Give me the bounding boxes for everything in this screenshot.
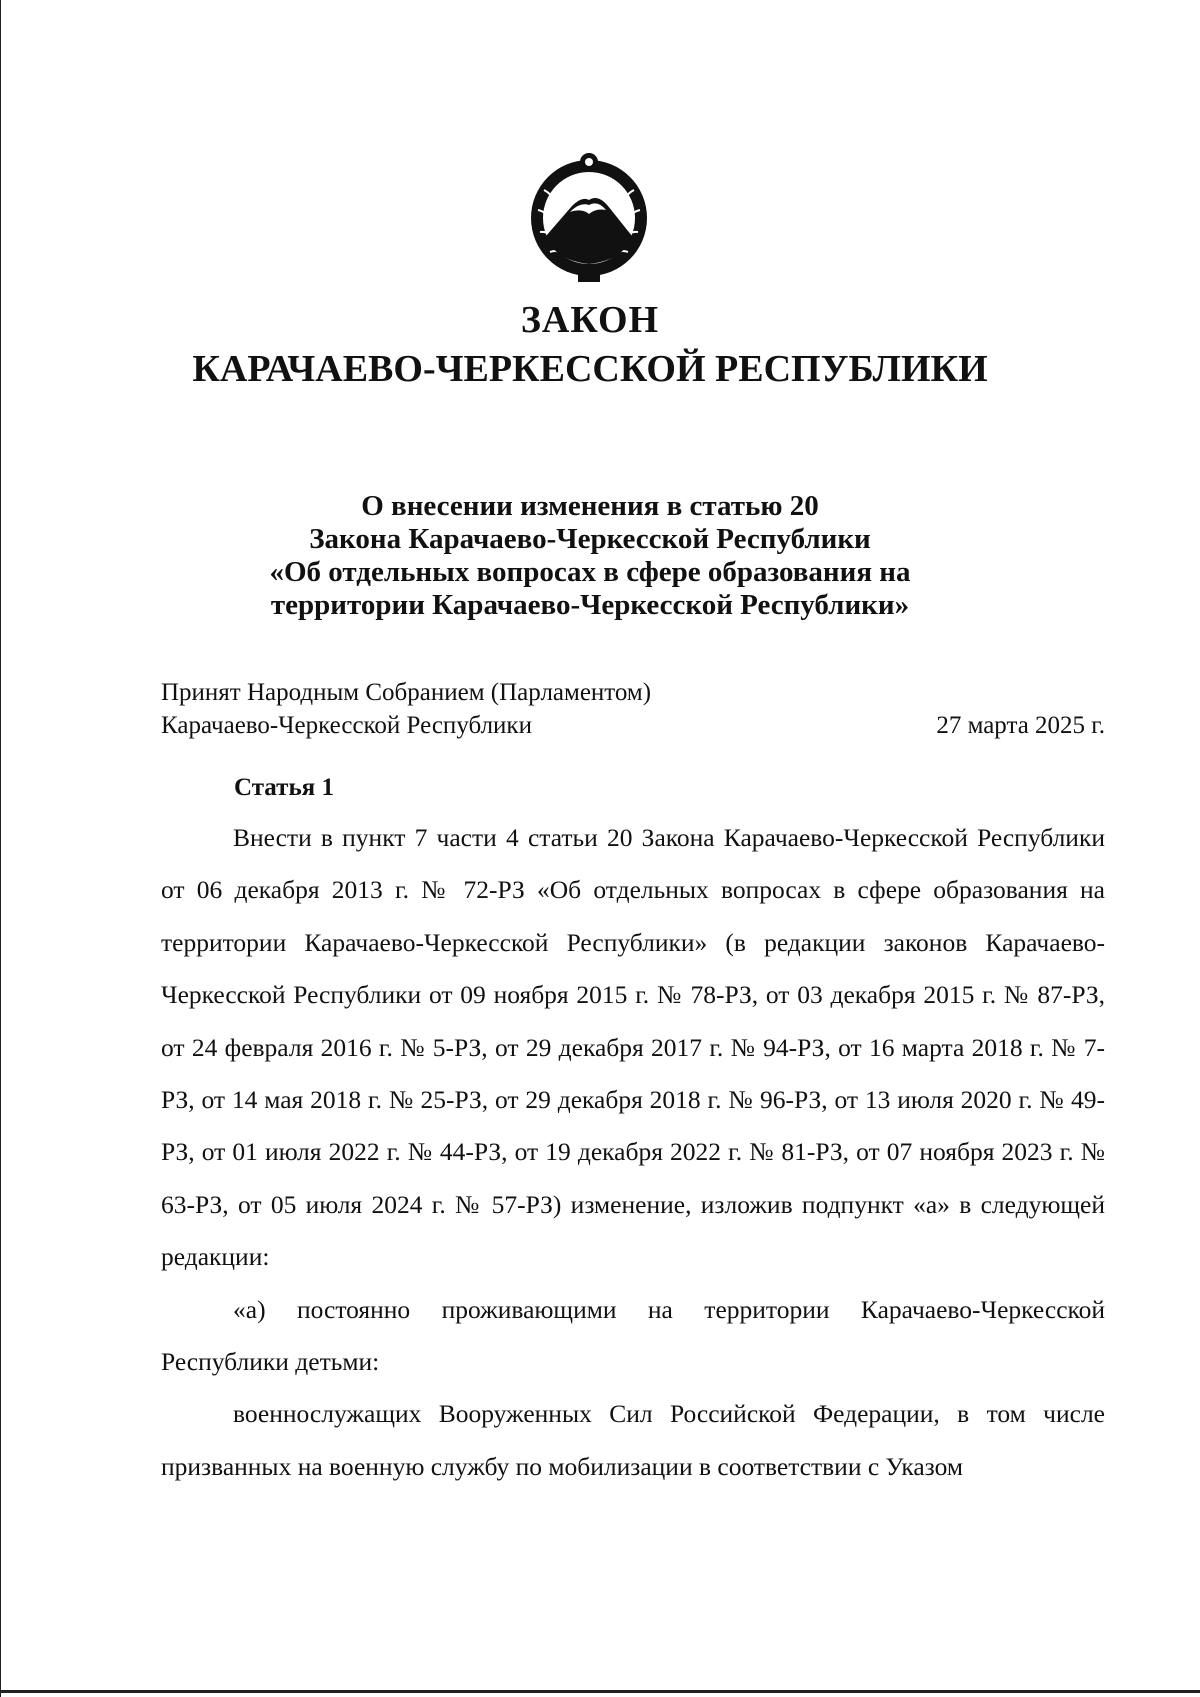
subject-line: территории Карачаево-Черкесской Республики» <box>270 589 910 621</box>
republic-title: КАРАЧАЕВО-ЧЕРКЕССКОЙ РЕСПУБЛИКИ <box>192 348 988 390</box>
scan-edge-bottom <box>0 1690 1200 1693</box>
article-paragraph: Внести в пункт 7 части 4 статьи 20 Закона Карачаево-Черкесской Республики от 06 декабря 2013 г. № 72-РЗ «Об отдельных вопросах в сфере образования на территории Карачаево-Черкесской Республики» (в редакции законов Карачаево-Черкесской Республики от 09 ноября 2015 г. № 78-РЗ, от 03 декабря 2015 г. № 87-РЗ, от 24 февраля 2016 г. № 5-РЗ, от 29 декабря 2017 г. № 94-РЗ, от 16 марта 2018 г. № 7-РЗ, от 14 мая 2018 г. № 25-РЗ, от 29 декабря 2018 г. № 96-РЗ, от 13 июля 2020 г. № 49-РЗ, от 01 июля 2022 г. № 44-РЗ, от 19 декабря 2022 г. № 81-РЗ, от 07 ноября 2023 г. № 63-РЗ, от 05 июля 2024 г. № 57-РЗ) изменение, изложив подпункт «а» в следующей редакции: <box>161 823 1105 1272</box>
subject-line: «Об отдельных вопросах в сфере образования на <box>269 556 911 588</box>
article-paragraph: «а) постоянно проживающими на территории Карачаево-Черкесской Республики детьми: <box>161 1294 1105 1377</box>
subject-line: Закона Карачаево-Черкесской Республики <box>309 523 871 555</box>
article-body <box>161 812 1105 1493</box>
coat-of-arms-icon <box>524 150 654 290</box>
article-heading: Статья 1 <box>234 774 334 801</box>
adoption-republic: Карачаево-Черкесской Республики <box>161 712 532 739</box>
adoption-note <box>161 676 651 742</box>
scan-edge-left <box>0 0 1 1697</box>
article-paragraph: военнослужащих Вооруженных Сил Российской Федерации, в том числе призванных на военную службу по мобилизации в соответствии с Указом <box>161 1399 1105 1481</box>
law-subject <box>200 490 980 622</box>
subject-line: О внесении изменения в статью 20 <box>361 490 819 522</box>
adoption-body: Принят Народным Собранием (Парламентом) <box>161 679 652 706</box>
law-title: ЗАКОН <box>520 299 660 341</box>
adoption-date: 27 марта 2025 г. <box>936 712 1105 739</box>
